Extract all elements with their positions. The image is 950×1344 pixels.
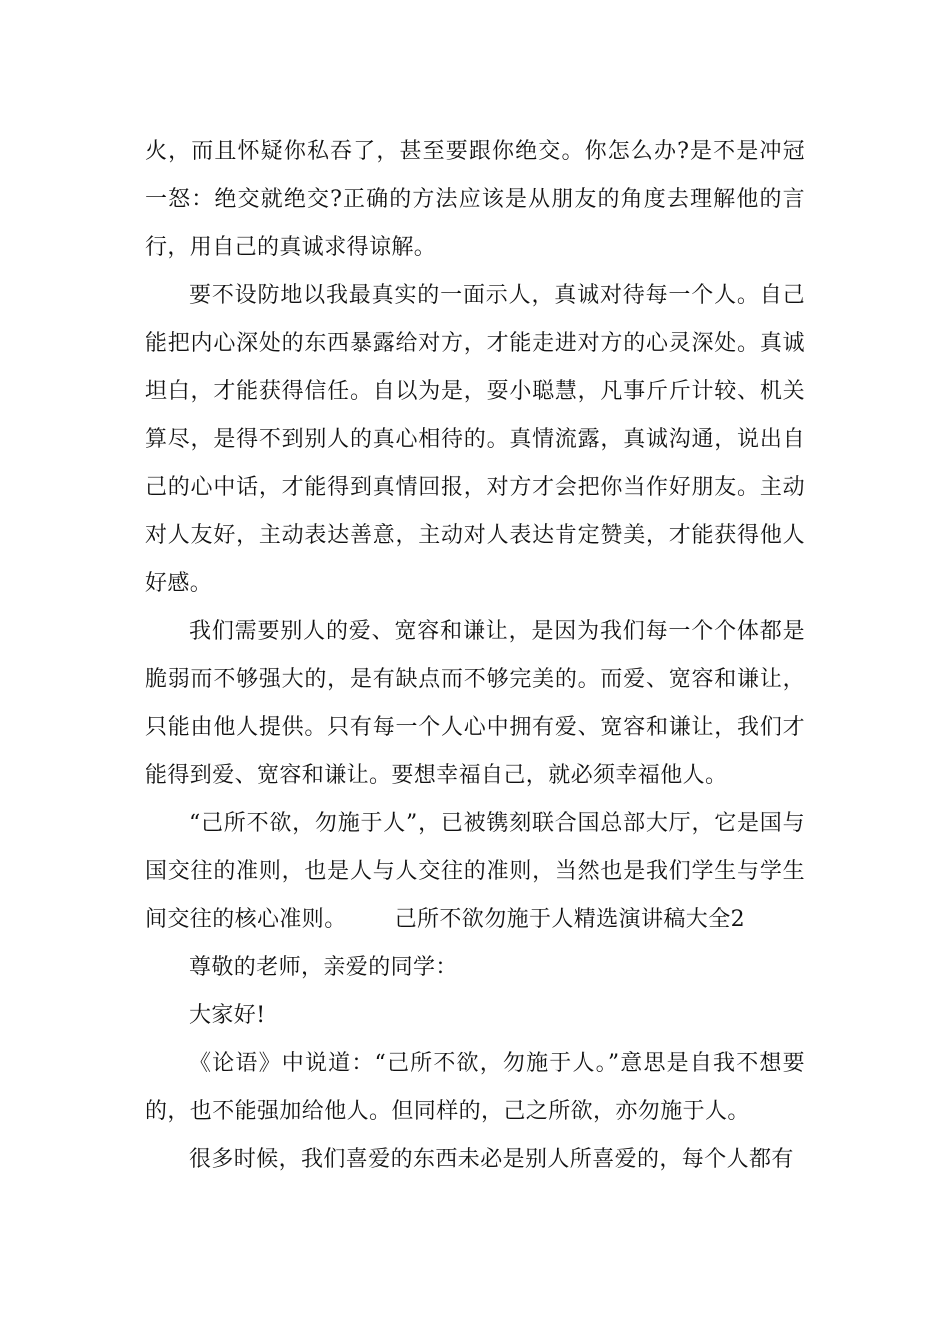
paragraph-1 bbox=[145, 128, 805, 272]
paragraph-5 bbox=[145, 944, 805, 992]
paragraph-3-text: 我们需要别人的爱、宽容和谦让，是因为我们每一个个体都是脆弱而不够强大的，是有缺点而不够完美的。而爱、宽容和谦让，只能由他人提供。只有每一个人心中拥有爱、宽容和谦让，我们才能得到爱、宽容和谦让。要想幸福自己，就必须幸福他人。 bbox=[145, 619, 805, 788]
document-body bbox=[145, 128, 805, 1184]
paragraph-8-text: 很多时候，我们喜爱的东西未必是别人所喜爱的，每个人都有 bbox=[189, 1147, 794, 1172]
greeting: 大家好! bbox=[189, 1003, 266, 1028]
paragraph-7 bbox=[145, 1040, 805, 1136]
paragraph-3 bbox=[145, 608, 805, 800]
paragraph-4-text: “己所不欲，勿施于人”，已被镌刻联合国总部大厅，它是国与国交往的准则，也是人与人交往的准则，当然也是我们学生与学生间交往的核心准则。 bbox=[145, 811, 805, 932]
paragraph-6 bbox=[145, 992, 805, 1040]
paragraph-4 bbox=[145, 800, 805, 944]
paragraph-2 bbox=[145, 272, 805, 608]
section-heading-inline: 己所不欲勿施于人精选演讲稿大全2 bbox=[394, 907, 746, 932]
paragraph-7-text: 《论语》中说道：“己所不欲，勿施于人。”意思是自我不想要的，也不能强加给他人。但同样的，己之所欲，亦勿施于人。 bbox=[145, 1051, 805, 1124]
salutation: 尊敬的老师，亲爱的同学： bbox=[189, 955, 458, 980]
paragraph-2-text: 要不设防地以我最真实的一面示人，真诚对待每一个人。自己能把内心深处的东西暴露给对方，才能走进对方的心灵深处。真诚坦白，才能获得信任。自以为是，耍小聪慧，凡事斤斤计较、机关算尽，是得不到别人的真心相待的。真情流露，真诚沟通，说出自己的心中话，才能得到真情回报，对方才会把你当作好朋友。主动对人友好，主动表达善意，主动对人表达肯定赞美，才能获得他人好感。 bbox=[145, 283, 805, 596]
paragraph-8 bbox=[145, 1136, 805, 1184]
paragraph-1-text: 火，而且怀疑你私吞了，甚至要跟你绝交。你怎么办?是不是冲冠一怒：绝交就绝交?正确的方法应该是从朋友的角度去理解他的言行，用自己的真诚求得谅解。 bbox=[145, 139, 805, 260]
